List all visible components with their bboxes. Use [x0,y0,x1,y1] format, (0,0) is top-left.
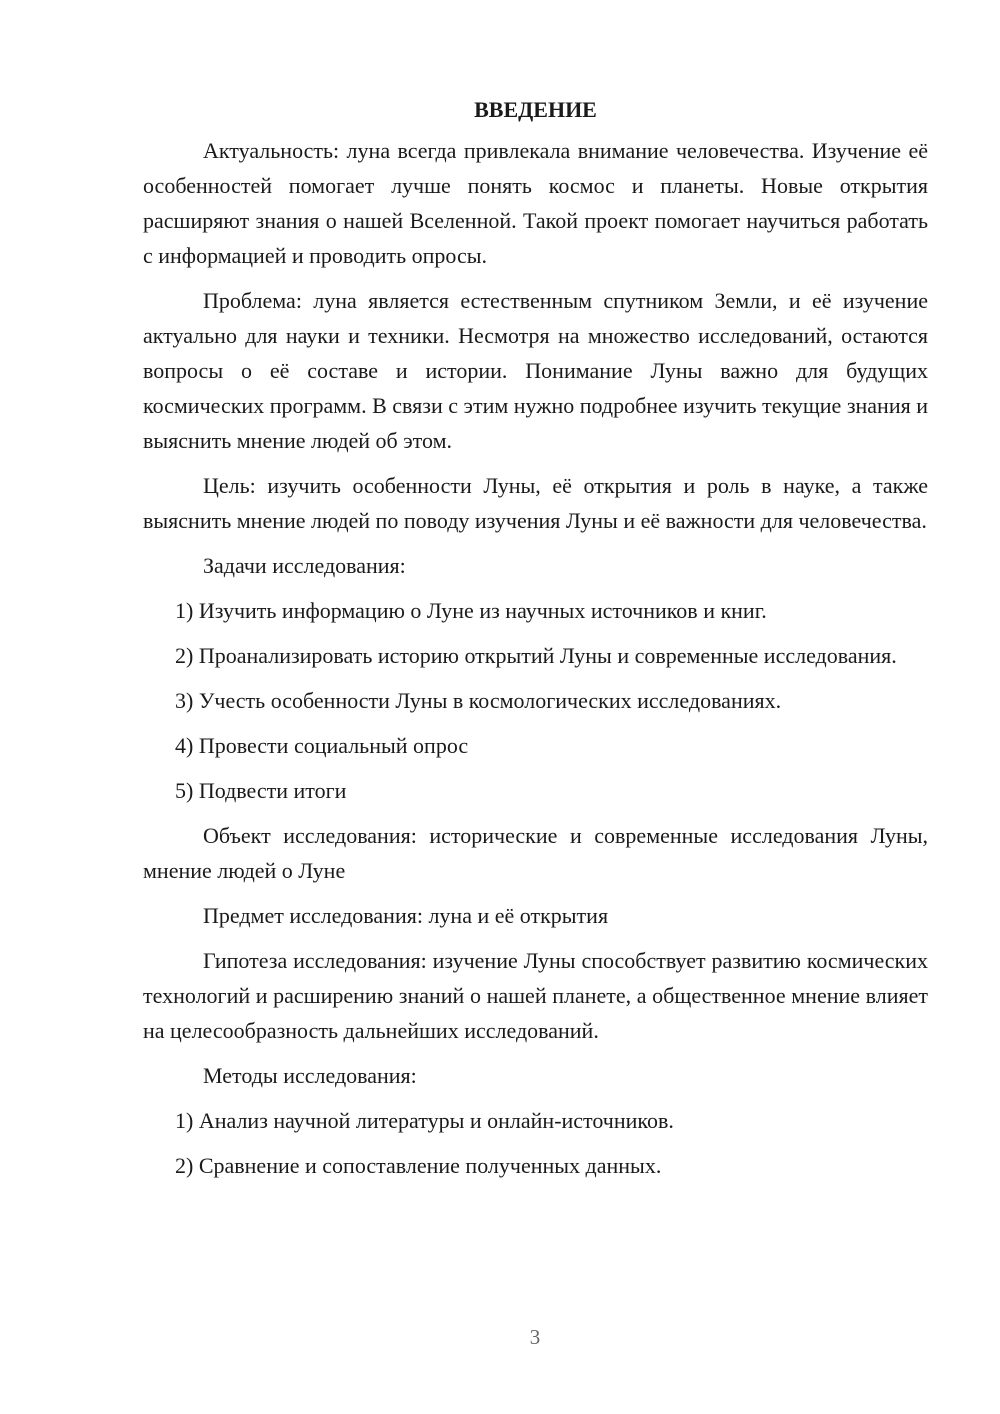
problem-paragraph: Проблема: луна является естественным спутником Земли, и её изучение актуально для науки и техники. Несмотря на множество исследований, остаются вопросы о её составе и истории. Понимание Луны важно для будущих космических программ. В связи с этим нужно подробнее изучить текущие знания и выяснить мнение людей об этом. [143,288,928,453]
page-title: ВВЕДЕНИЕ [474,97,597,122]
document-page [143,92,928,1193]
tasks-heading: Задачи исследования: [203,553,406,578]
goal-paragraph: Цель: изучить особенности Луны, её открытия и роль в науке, а также выяснить мнение людей по поводу изучения Луны и её важности для человечества. [143,473,928,533]
task-item: 1) Изучить информацию о Луне из научных источников и книг. [175,598,767,623]
method-item: 2) Сравнение и сопоставление полученных данных. [175,1153,662,1178]
relevance-paragraph: Актуальность: луна всегда привлекала внимание человечества. Изучение её особенностей помогает лучше понять космос и планеты. Новые открытия расширяют знания о нашей Вселенной. Такой проект помогает научиться работать с информацией и проводить опросы. [143,138,928,268]
task-item: 2) Проанализировать историю открытий Луны и современные исследования. [175,643,897,668]
page-number: 3 [529,1325,541,1349]
subject-paragraph: Предмет исследования: луна и её открытия [203,903,609,928]
object-paragraph: Объект исследования: исторические и современные исследования Луны, мнение людей о Луне [143,823,928,883]
task-item: 5) Подвести итоги [175,778,347,803]
hypothesis-paragraph: Гипотеза исследования: изучение Луны способствует развитию космических технологий и расширению знаний о нашей планете, а общественное мнение влияет на целесообразность дальнейших исследований. [143,948,928,1043]
task-item: 3) Учесть особенности Луны в космологических исследованиях. [175,688,782,713]
method-item: 1) Анализ научной литературы и онлайн-источников. [175,1108,674,1133]
task-item: 4) Провести социальный опрос [175,733,469,758]
methods-heading: Методы исследования: [203,1063,417,1088]
